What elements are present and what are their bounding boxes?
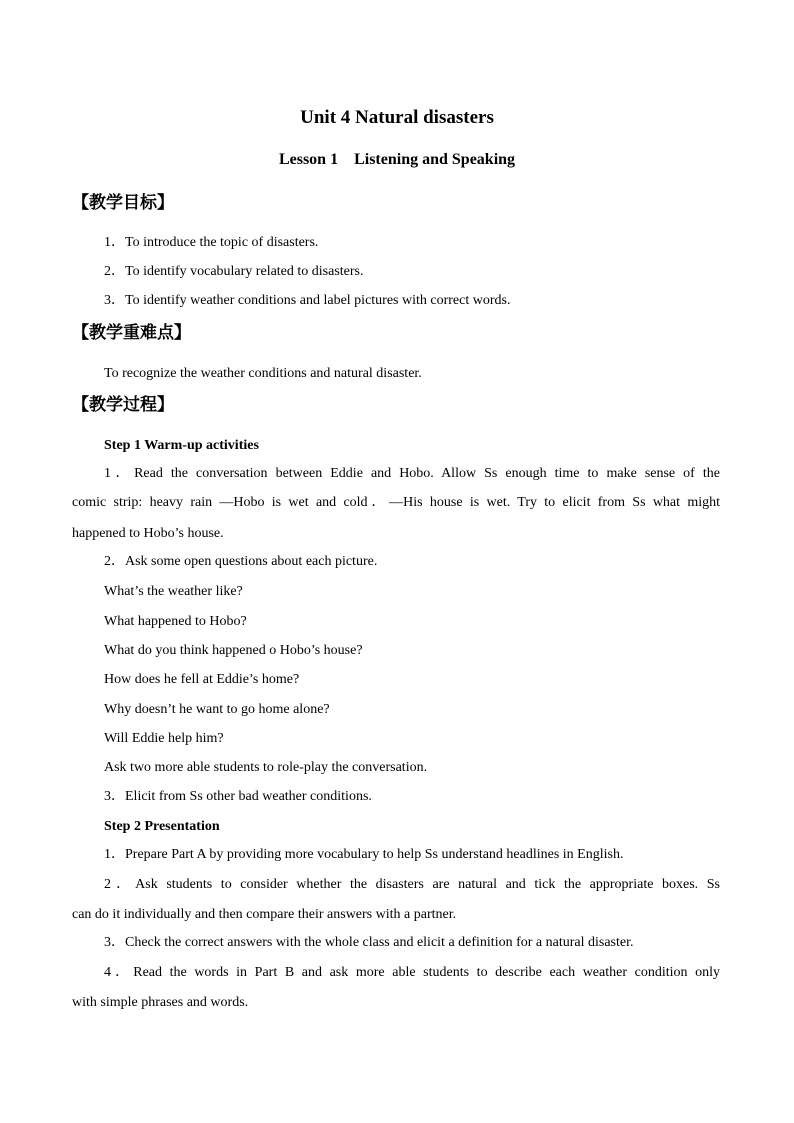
objective-item-3: 3．To identify weather conditions and label pictures with correct words. <box>104 293 511 308</box>
key-points-text: To recognize the weather conditions and natural disaster. <box>104 366 422 381</box>
question-1: What’s the weather like? <box>104 584 243 599</box>
step1-paragraph-1-line-3: happened to Hobo’s house. <box>72 526 224 541</box>
question-5: Why doesn’t he want to go home alone? <box>104 702 330 717</box>
step2-paragraph-4-line-2: with simple phrases and words. <box>72 995 249 1010</box>
lesson-subtitle: Lesson 1 Listening and Speaking <box>278 151 516 168</box>
step2-paragraph-2-line-2: can do it individually and then compare their answers with a partner. <box>72 907 457 922</box>
step1-paragraph-3: 3．Elicit from Ss other bad weather conditions. <box>104 789 372 804</box>
objectives-heading: 【教学目标】 <box>72 193 174 213</box>
question-2: What happened to Hobo? <box>104 614 247 629</box>
step2-paragraph-4-line-1: 4．Read the words in Part B and ask more able students to describe each weather condition only <box>104 965 720 980</box>
document-title: Unit 4 Natural disasters <box>300 107 494 128</box>
key-points-heading: 【教学重难点】 <box>72 323 191 343</box>
step1-paragraph-2: 2．Ask some open questions about each picture. <box>104 554 378 569</box>
step1-paragraph-1-line-2: comic strip: heavy rain —Hobo is wet and cold．—His house is wet. Try to elicit from Ss what might <box>72 495 720 510</box>
step2-paragraph-1: 1．Prepare Part A by providing more vocabulary to help Ss understand headlines in English. <box>104 847 624 862</box>
step2-paragraph-2-line-1: 2．Ask students to consider whether the disasters are natural and tick the appropriate boxes. Ss <box>104 877 720 892</box>
question-6: Will Eddie help him? <box>104 731 224 746</box>
step2-title: Step 2 Presentation <box>104 819 220 834</box>
question-7: Ask two more able students to role-play the conversation. <box>104 760 428 775</box>
objective-item-2: 2．To identify vocabulary related to disasters. <box>104 264 364 279</box>
question-3: What do you think happened o Hobo’s house? <box>104 643 363 658</box>
step2-paragraph-3: 3．Check the correct answers with the whole class and elicit a definition for a natural disaster. <box>104 935 634 950</box>
step1-title: Step 1 Warm-up activities <box>104 438 259 453</box>
step1-paragraph-1-line-1: 1．Read the conversation between Eddie and Hobo. Allow Ss enough time to make sense of the <box>104 466 720 481</box>
objective-item-1: 1．To introduce the topic of disasters. <box>104 235 319 250</box>
process-heading: 【教学过程】 <box>72 395 174 415</box>
question-4: How does he fell at Eddie’s home? <box>104 672 300 687</box>
